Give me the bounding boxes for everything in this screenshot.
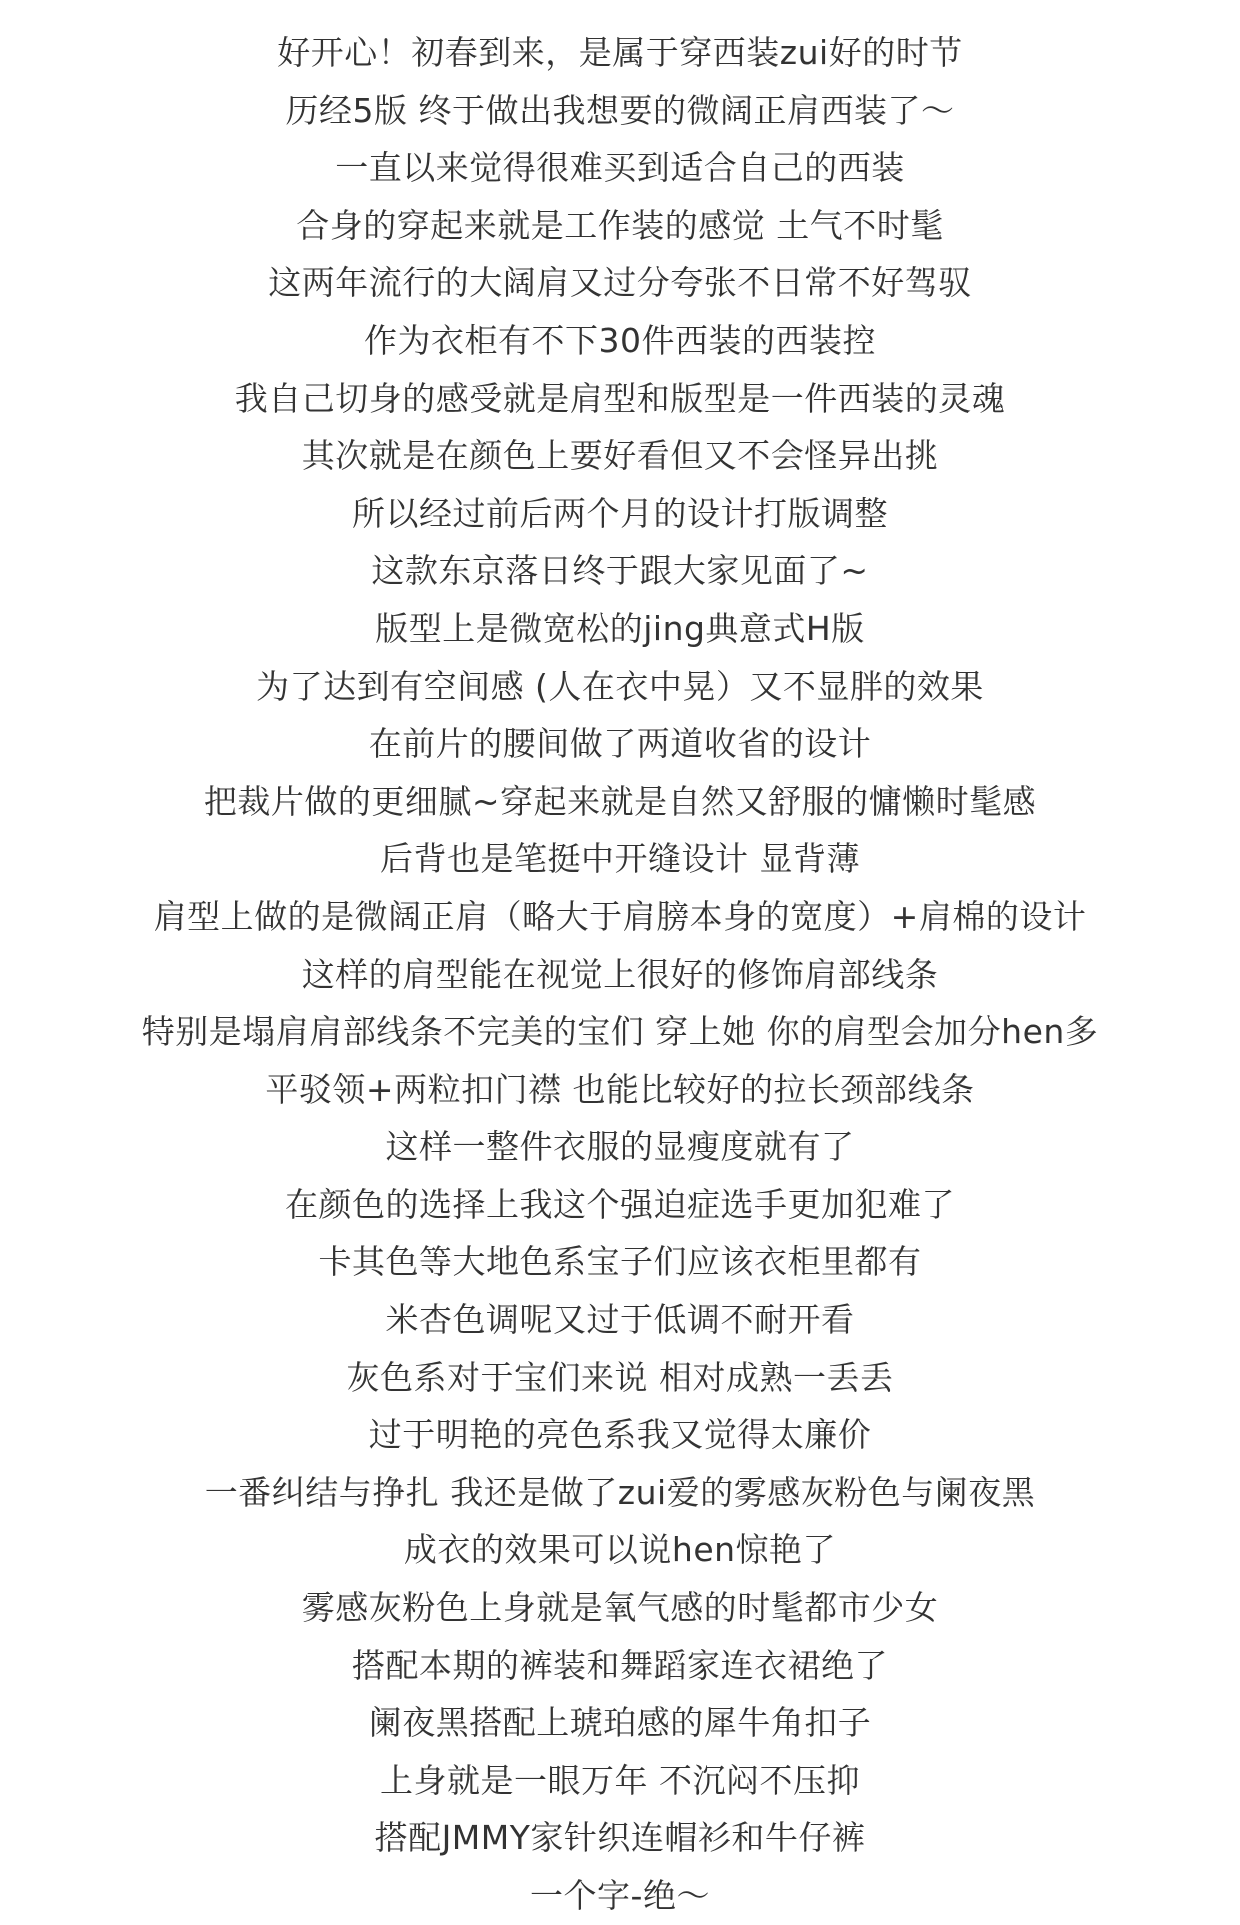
text-line-11: 版型上是微宽松的jing典意式H版 xyxy=(375,608,865,648)
text-line-24: 灰色系对于宝们来说 相对成熟一丢丢 xyxy=(346,1357,894,1397)
text-line-15: 后背也是笔挺中开缝设计 显背薄 xyxy=(380,839,860,879)
text-line-32: 搭配JMMY家针织连帽衫和牛仔裤 xyxy=(374,1818,866,1858)
text-line-4: 合身的穿起来就是工作装的感觉 土气不时髦 xyxy=(296,205,944,245)
text-line-19: 平驳领+两粒扣门襟 也能比较好的拉长颈部线条 xyxy=(265,1069,975,1109)
text-line-16: 肩型上做的是微阔正肩（略大于肩膀本身的宽度）+肩棉的设计 xyxy=(153,896,1087,936)
text-line-13: 在前片的腰间做了两道收省的设计 xyxy=(368,724,872,764)
text-line-17: 这样的肩型能在视觉上很好的修饰肩部线条 xyxy=(301,954,939,994)
text-line-26: 一番纠结与挣扎 我还是做了zui爱的雾感灰粉色与阑夜黑 xyxy=(204,1472,1036,1512)
article-text xyxy=(0,24,1240,1925)
text-line-27: 成衣的效果可以说hen惊艳了 xyxy=(403,1530,837,1570)
text-line-28: 雾感灰粉色上身就是氧气感的时髦都市少女 xyxy=(301,1588,939,1628)
text-line-5: 这两年流行的大阔肩又过分夸张不日常不好驾驭 xyxy=(268,263,972,303)
text-line-23: 米杏色调呢又过于低调不耐开看 xyxy=(385,1300,855,1340)
text-line-10: 这款东京落日终于跟大家见面了~ xyxy=(371,551,869,591)
text-line-22: 卡其色等大地色系宝子们应该衣柜里都有 xyxy=(318,1242,922,1282)
text-line-8: 其次就是在颜色上要好看但又不会怪异出挑 xyxy=(301,436,939,476)
text-line-21: 在颜色的选择上我这个强迫症选手更加犯难了 xyxy=(285,1184,955,1224)
text-line-33: 一个字-绝～ xyxy=(530,1876,710,1915)
text-line-20: 这样一整件衣服的显瘦度就有了 xyxy=(385,1127,855,1167)
text-line-31: 上身就是一眼万年 不沉闷不压抑 xyxy=(380,1760,860,1800)
text-line-25: 过于明艳的亮色系我又觉得太廉价 xyxy=(368,1415,872,1455)
text-line-9: 所以经过前后两个月的设计打版调整 xyxy=(352,493,888,533)
text-line-29: 搭配本期的裤装和舞蹈家连衣裙绝了 xyxy=(352,1645,888,1685)
text-line-30: 阑夜黑搭配上琥珀感的犀牛角扣子 xyxy=(368,1703,872,1743)
text-line-18: 特别是塌肩肩部线条不完美的宝们 穿上她 你的肩型会加分hen多 xyxy=(141,1012,1099,1052)
text-line-6: 作为衣柜有不下30件西装的西装控 xyxy=(364,320,876,360)
text-line-7: 我自己切身的感受就是肩型和版型是一件西装的灵魂 xyxy=(234,378,1006,418)
text-line-1: 好开心！初春到来，是属于穿西装zui好的时节 xyxy=(277,33,963,72)
text-line-3: 一直以来觉得很难买到适合自己的西装 xyxy=(335,148,905,188)
text-line-2: 历经5版 终于做出我想要的微阔正肩西装了～ xyxy=(285,90,955,130)
text-line-14: 把裁片做的更细腻~穿起来就是自然又舒服的慵懒时髦感 xyxy=(203,781,1037,821)
text-line-12: 为了达到有空间感 (人在衣中晃）又不显胖的效果 xyxy=(256,666,984,706)
